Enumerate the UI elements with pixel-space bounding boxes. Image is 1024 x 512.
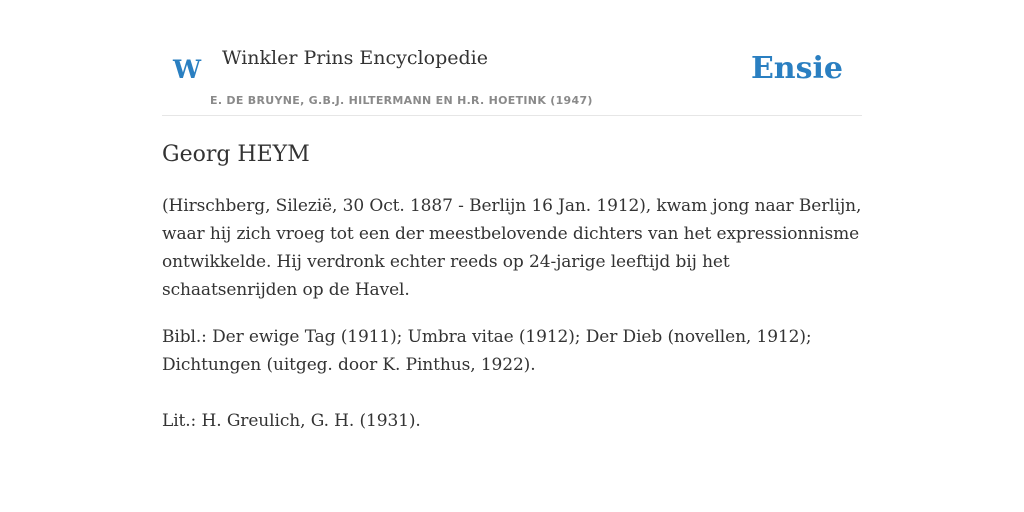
site-title-link[interactable]: Winkler Prins Encyclopedie — [222, 47, 488, 69]
site-header — [162, 0, 862, 116]
article-paragraph-body: (Hirschberg, Silezië, 30 Oct. 1887 - Berlijn 16 Jan. 1912), kwam jong naar Berlijn, waar hij zich vroeg tot een der meestbelovende dichters van het expressionnisme ontwikkelde. Hij verdronk echter reeds op 24-jarige leeftijd bij het schaatsenrijden op de Havel. — [162, 196, 862, 300]
site-logo[interactable]: W — [173, 55, 202, 84]
article-paragraph-literature: Lit.: H. Greulich, G. H. (1931). — [162, 411, 421, 431]
page-container — [162, 0, 862, 431]
ensie-brand-link[interactable]: Ensie — [750, 51, 843, 86]
article-paragraph-bibliography: Bibl.: Der ewige Tag (1911); Umbra vitae (1912); Der Dieb (novellen, 1912); Dichtungen (uitgeg. door K. Pinthus, 1922). — [162, 327, 812, 375]
site-subtitle: E. DE BRUYNE, G.B.J. HILTERMANN EN H.R. HOETINK (1947) — [210, 94, 593, 107]
article-title: Georg HEYM — [162, 142, 310, 167]
